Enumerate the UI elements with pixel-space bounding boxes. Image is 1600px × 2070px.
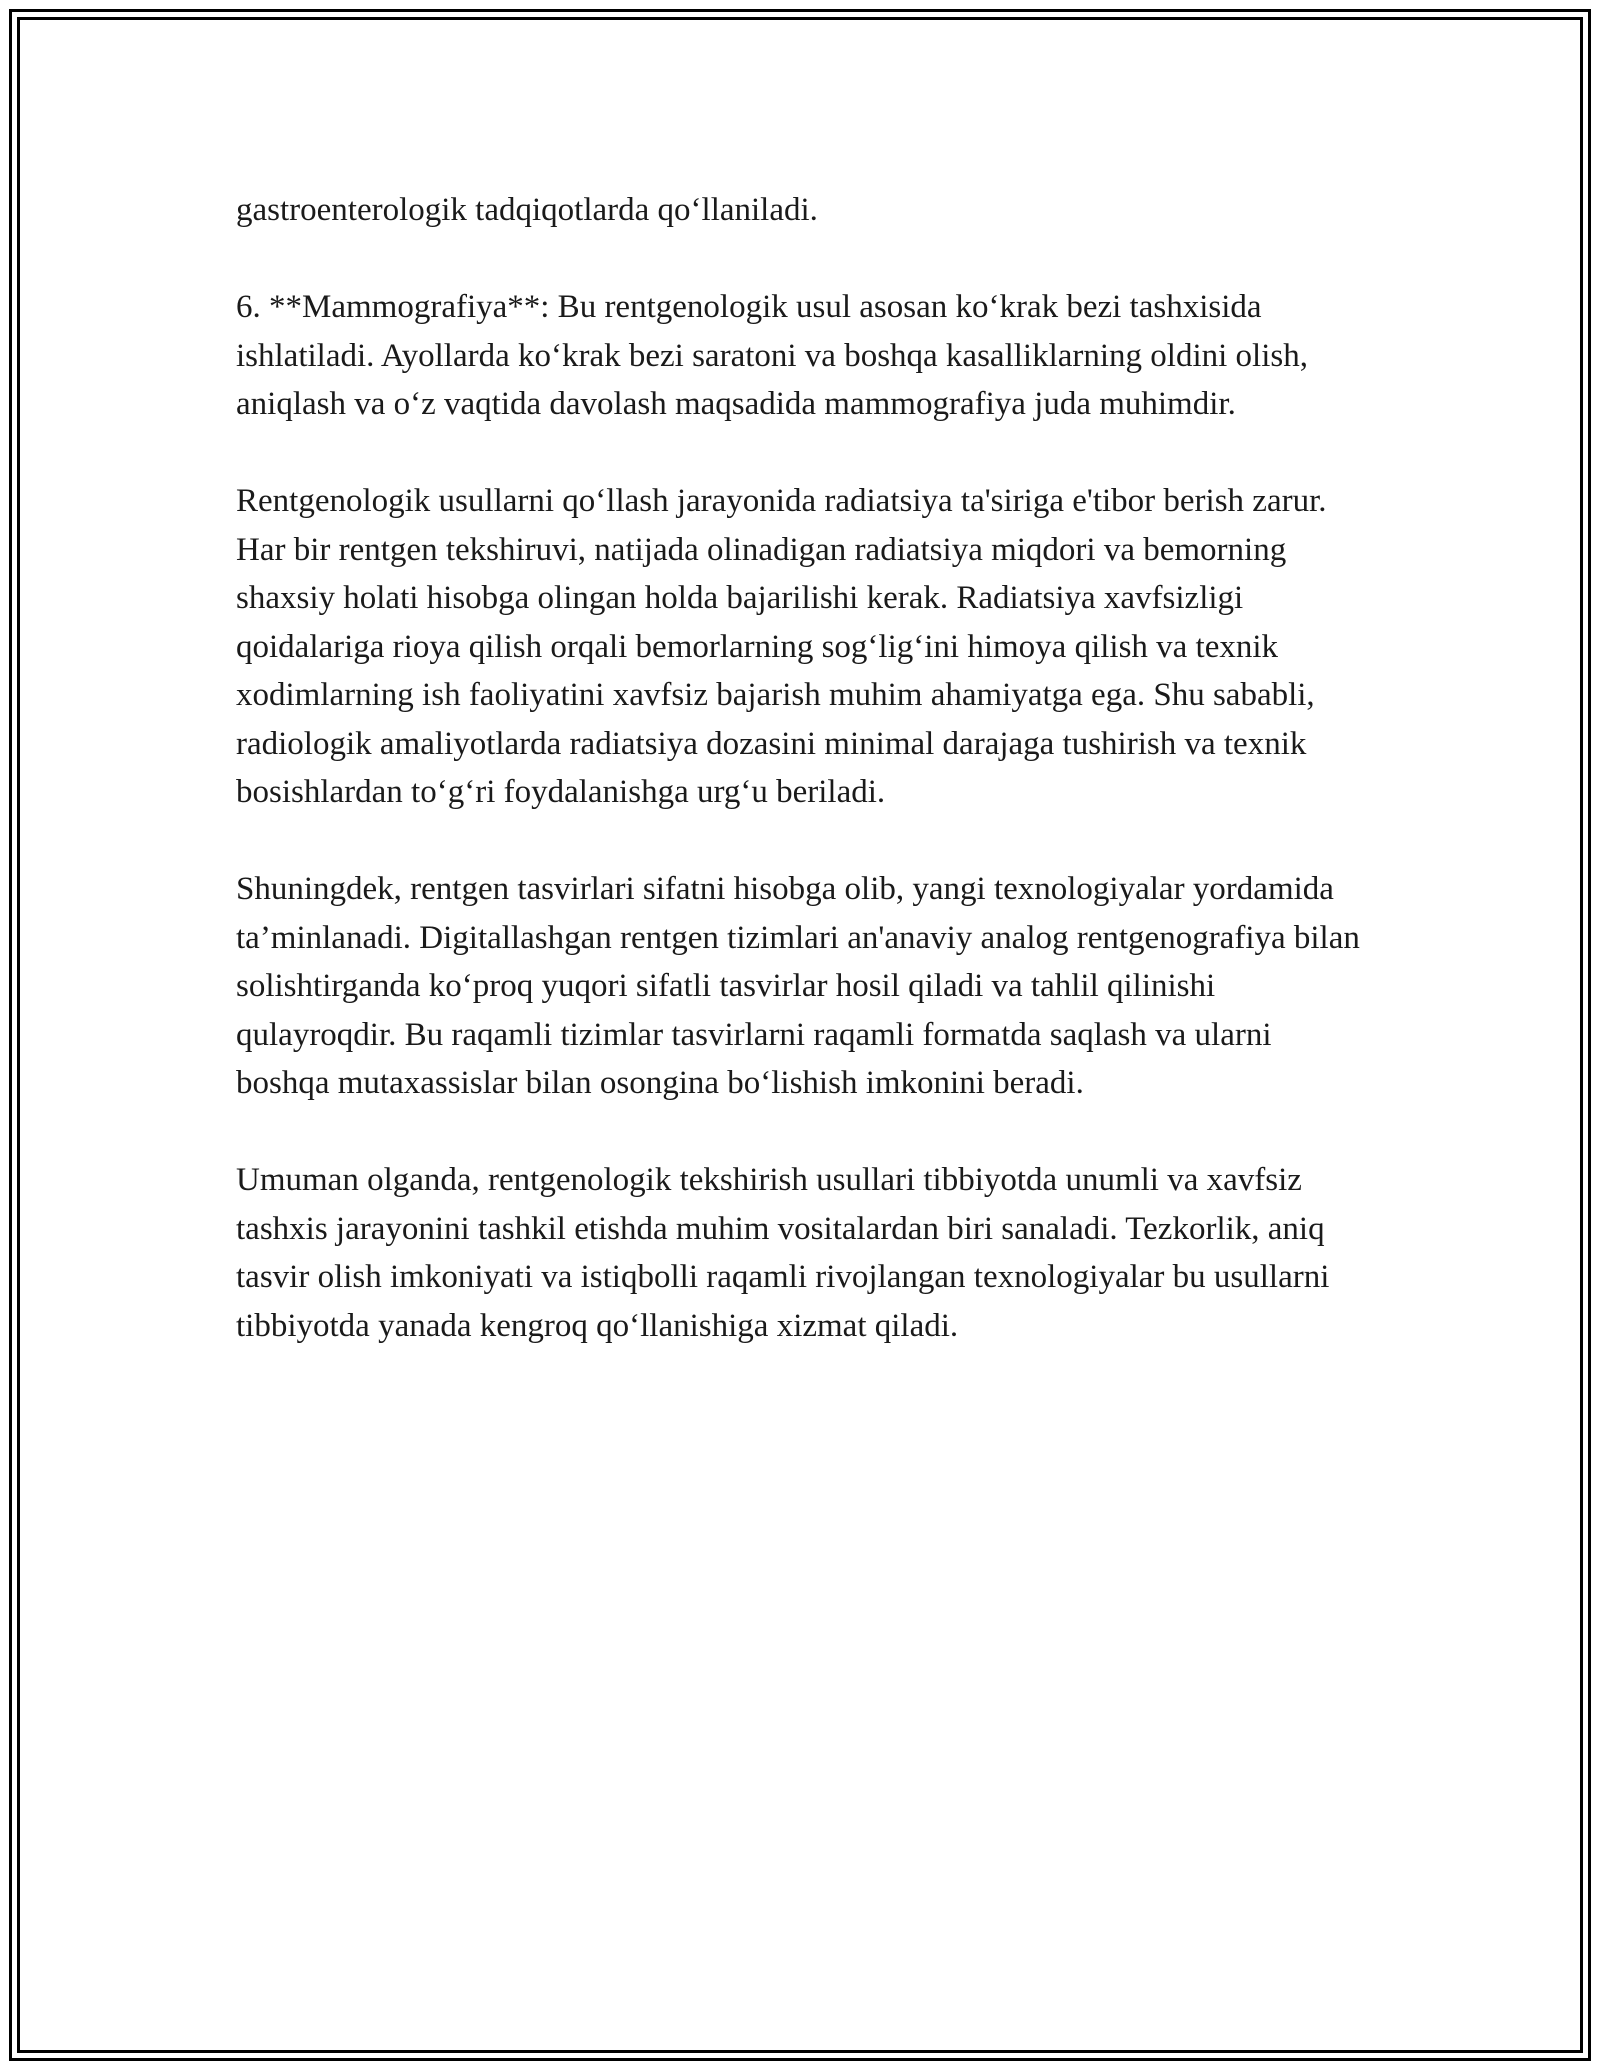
- paragraph-3: Rentgenologik usullarni qo‘llash jarayonida radiatsiya ta'siriga e'tibor berish zarur. Har bir rentgen tekshiruvi, natijada olinadigan radiatsiya miqdori va bemorning shaxsiy holati hisobga olingan holda bajarilishi kerak. Radiatsiya xavfsizligi qoidalariga rioya qilish orqali bemorlarning sog‘lig‘ini himoya qilish va texnik xodimlarning ish faoliyatini xavfsiz bajarish muhim ahamiyatga ega. Shu sababli, radiologik amaliyotlarda radiatsiya dozasini minimal darajaga tushirish va texnik bosishlardan to‘g‘ri foydalanishga urg‘u beriladi.: [236, 483, 1327, 810]
- document-body: [236, 186, 1366, 1399]
- paragraph-5: Umuman olganda, rentgenologik tekshirish usullari tibbiyotda unumli va xavfsiz tashxis jarayonini tashkil etishda muhim vositalardan biri sanaladi. Tezkorlik, aniq tasvir olish imkoniyati va istiqbolli raqamli rivojlangan texnologiyalar bu usullarni tibbiyotda yanada kengroq qo‘llanishiga xizmat qiladi.: [236, 1162, 1330, 1344]
- paragraph-1: gastroenterologik tadqiqotlarda qo‘llaniladi.: [236, 192, 818, 228]
- paragraph-2: 6. **Mammografiya**: Bu rentgenologik usul asosan ko‘krak bezi tashxisida ishlatiladi. Ayollarda ko‘krak bezi saratoni va boshqa kasalliklarning oldini olish, aniqlash va o‘z vaqtida davolash maqsadida mammografiya juda muhimdir.: [236, 289, 1308, 422]
- paragraph-4: Shuningdek, rentgen tasvirlari sifatni hisobga olib, yangi texnologiyalar yordamida ta’minlanadi. Digitallashgan rentgen tizimlari an'anaviy analog rentgenografiya bilan solishtirganda ko‘proq yuqori sifatli tasvirlar hosil qiladi va tahlil qilinishi qulayroqdir. Bu raqamli tizimlar tasvirlarni raqamli formatda saqlash va ularni boshqa mutaxassislar bilan osongina bo‘lishish imkonini beradi.: [236, 871, 1360, 1101]
